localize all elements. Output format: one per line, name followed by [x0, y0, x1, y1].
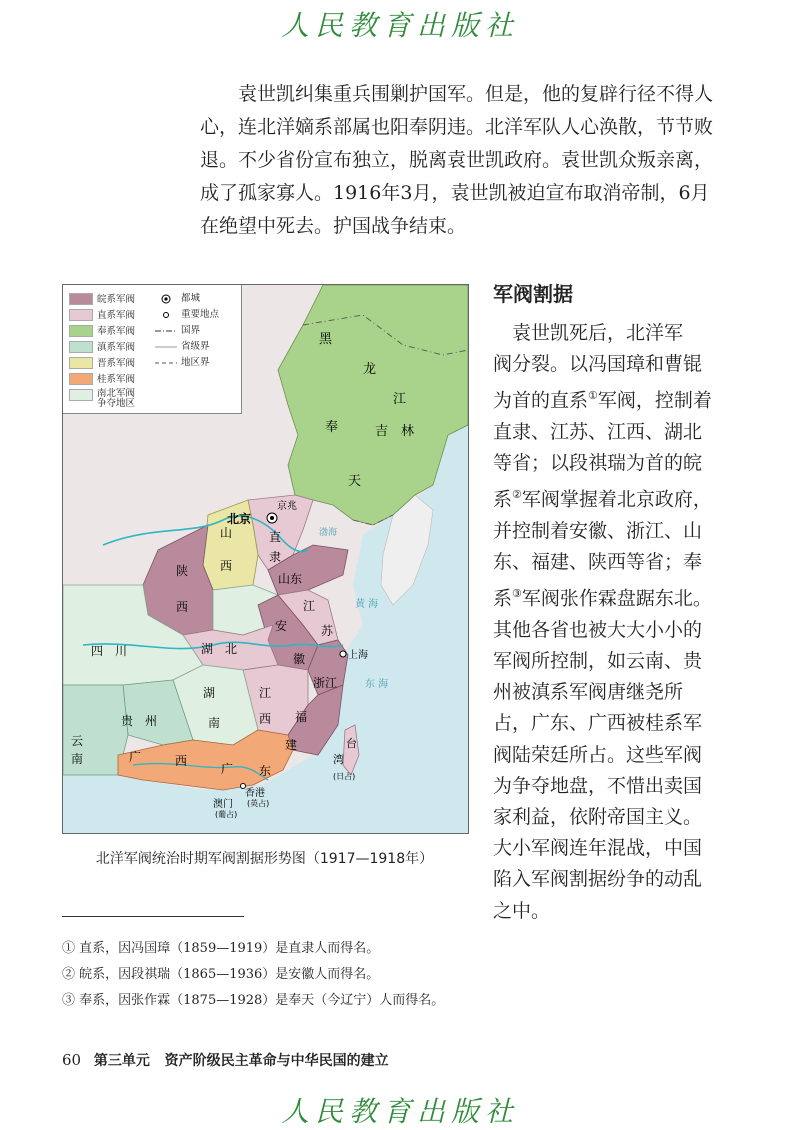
- footnotes: [62, 936, 444, 1014]
- label-guangdong: 东: [259, 764, 272, 778]
- label-anhui: 安: [275, 619, 288, 633]
- legend-swatch: [69, 357, 93, 369]
- body-line: 军阀所控制，如云南、贵: [493, 650, 703, 673]
- body-line: 州被滇系军阀唐继尧所: [493, 681, 684, 704]
- legend-symbol: 重要地点: [155, 309, 219, 320]
- national-border-icon: [155, 326, 177, 336]
- body-line: 占，广东、广西被桂系军: [493, 712, 703, 735]
- label-taiwan-note: (日占): [333, 772, 356, 781]
- label-fengtian: 奉: [325, 420, 339, 435]
- label-taiwan: 湾: [333, 753, 344, 766]
- legend-swatch: [69, 309, 93, 321]
- legend-item: 滇系军阀: [69, 341, 135, 353]
- label-sichuan: 四 川: [91, 644, 128, 658]
- legend-item: 奉系军阀: [69, 325, 135, 337]
- intro-line: 袁世凯纠集重兵围剿护国军。但是，他的复辟行径不得人: [238, 83, 714, 105]
- map-legend: [63, 285, 242, 414]
- label-taiwan: 台: [346, 737, 357, 750]
- label-east-sea: 东 海: [365, 679, 389, 690]
- body-line: 陷入军阀割据纷争的动乱: [493, 868, 703, 891]
- body-line: 等省；以段祺瑞为首的皖: [493, 452, 703, 475]
- label-heilongjiang: 黑: [319, 332, 333, 347]
- label-beijing: 北京: [227, 512, 252, 526]
- legend-item: 晋系军阀: [69, 357, 135, 369]
- legend-swatch: [69, 341, 93, 353]
- label-jiangsu: 江: [303, 599, 316, 613]
- label-yunnan: 南: [71, 752, 84, 766]
- legend-symbol: 地区界: [155, 357, 210, 368]
- intro-line: 成了孤家寡人。1916年3月，袁世凯被迫宣布取消帝制，6月: [200, 182, 710, 204]
- provincial-border-icon: [155, 342, 177, 352]
- section-title: 军阀割据: [493, 282, 573, 306]
- body-line: 阀陆荣廷所占。这些军阀: [493, 743, 703, 766]
- region-taiwan: [343, 725, 359, 775]
- intro-line: 退。不少省份宣布独立，脱离袁世凯政府。袁世凯众叛亲离，: [200, 149, 714, 171]
- label-macau: 澳门: [213, 799, 233, 810]
- legend-swatch: [69, 389, 93, 401]
- unit-title: 资产阶级民主革命与中华民国的建立: [164, 1053, 389, 1069]
- label-fujian: 福: [295, 710, 308, 724]
- region-border-icon: [155, 358, 177, 368]
- footnote-ref: ③: [512, 587, 522, 601]
- label-yellow-sea: 黄 海: [355, 599, 379, 610]
- label-jiangsu: 苏: [321, 624, 334, 638]
- legend-item: 桂系军阀: [69, 373, 135, 385]
- legend-item: 南北军阀 争夺地区: [69, 389, 135, 409]
- footnote: ① 直系，因冯国璋（1859—1919）是直隶人而得名。: [62, 941, 380, 956]
- point-icon: [155, 310, 177, 320]
- page-footer: [62, 1050, 389, 1070]
- label-hongkong: 香港: [245, 788, 265, 799]
- region-fengtian: [278, 285, 468, 525]
- intro-paragraph: [200, 78, 720, 243]
- footnote: ② 皖系，因段祺瑞（1865—1936）是安徽人而得名。: [62, 967, 380, 982]
- section-body: [493, 318, 718, 927]
- page-number: 60: [62, 1051, 82, 1069]
- label-anhui: 徽: [293, 652, 306, 666]
- footnote: ③ 奉系，因张作霖（1875—1928）是奉天（今辽宁）人而得名。: [62, 993, 445, 1008]
- label-shaanxi: 陕: [176, 564, 189, 578]
- warlord-map: [62, 284, 469, 834]
- label-shanxi: 山: [220, 526, 233, 540]
- label-zhili: 隶: [269, 550, 282, 564]
- label-fengtian: 天: [348, 474, 362, 489]
- label-jiangxi: 江: [259, 686, 272, 700]
- label-hongkong-note: (英占): [247, 799, 270, 808]
- legend-item: 皖系军阀: [69, 293, 135, 305]
- label-guangxi: 西: [175, 754, 188, 768]
- label-jilin: 吉 林: [375, 424, 415, 439]
- body-line: 为首的直系①军阀，控制着: [493, 389, 712, 412]
- body-line: 直隶、江苏、江西、湖北: [493, 420, 703, 443]
- body-line: 其他各省也被大大小小的: [493, 618, 703, 641]
- body-line: 东、福建、陕西等省；奉: [493, 551, 703, 574]
- label-jingzhao: 京兆: [277, 501, 297, 512]
- legend-symbol: 省级界: [155, 341, 210, 352]
- legend-swatch: [69, 293, 93, 305]
- body-line: 大小军阀连年混战，中国: [493, 837, 703, 860]
- label-shaanxi: 西: [176, 600, 189, 614]
- capital-icon: [267, 513, 277, 523]
- label-shandong: 山东: [278, 572, 303, 586]
- label-hunan: 南: [208, 716, 221, 730]
- label-jiangxi: 西: [259, 712, 272, 726]
- label-hubei: 湖 北: [201, 642, 238, 656]
- unit-label: 第三单元: [93, 1053, 150, 1069]
- label-guangxi: 广: [129, 750, 142, 764]
- body-line: 系③军阀张作霖盘踞东北。: [493, 587, 712, 610]
- label-guizhou: 贵 州: [121, 714, 158, 728]
- body-line: 并控制着安徽、浙江、山: [493, 519, 703, 542]
- point-icon: [340, 651, 346, 657]
- intro-line: 心，连北洋嫡系部属也阳奉阴违。北洋军队人心涣散，节节败: [200, 116, 714, 138]
- label-fujian: 建: [285, 738, 298, 752]
- label-zhili: 直: [269, 530, 282, 544]
- legend-item: 直系军阀: [69, 309, 135, 321]
- label-heilongjiang: 龙: [363, 362, 377, 377]
- label-bohai: 渤海: [319, 528, 338, 538]
- footnote-divider: [62, 916, 244, 917]
- footnote-ref: ①: [588, 389, 598, 403]
- body-line: 之中。: [493, 899, 551, 922]
- label-shanxi: 西: [220, 559, 233, 573]
- intro-line: 在绝望中死去。护国战争结束。: [200, 215, 467, 237]
- legend-symbol: 国界: [155, 325, 200, 336]
- label-hunan: 湖: [203, 686, 216, 700]
- body-line: 家利益，依附帝国主义。: [493, 806, 703, 829]
- label-guangdong: 广: [221, 762, 234, 776]
- body-line: 阀分裂。以冯国璋和曹锟: [493, 353, 703, 376]
- legend-swatch: [69, 325, 93, 337]
- label-heilongjiang: 江: [393, 392, 407, 407]
- body-line: 为争夺地盘，不惜出卖国: [493, 774, 703, 797]
- legend-symbol: 都城: [155, 293, 200, 304]
- label-shanghai: 上海: [348, 650, 368, 661]
- label-macau-note: (葡占): [215, 810, 238, 819]
- legend-swatch: [69, 373, 93, 385]
- publisher-logo-top: 人民教育出版社: [280, 9, 519, 42]
- body-line: 系②军阀掌握着北京政府，: [493, 488, 712, 511]
- publisher-logo-bottom: 人民教育出版社: [280, 1095, 519, 1128]
- footnote-ref: ②: [512, 488, 522, 502]
- body-line: 袁世凯死后，北洋军: [493, 322, 684, 344]
- map-caption: 北洋军阀统治时期军阀割据形势图（1917—1918年）: [95, 851, 434, 867]
- capital-icon: [155, 294, 177, 304]
- label-yunnan: 云: [71, 734, 84, 748]
- label-zhejiang: 浙江: [313, 676, 338, 690]
